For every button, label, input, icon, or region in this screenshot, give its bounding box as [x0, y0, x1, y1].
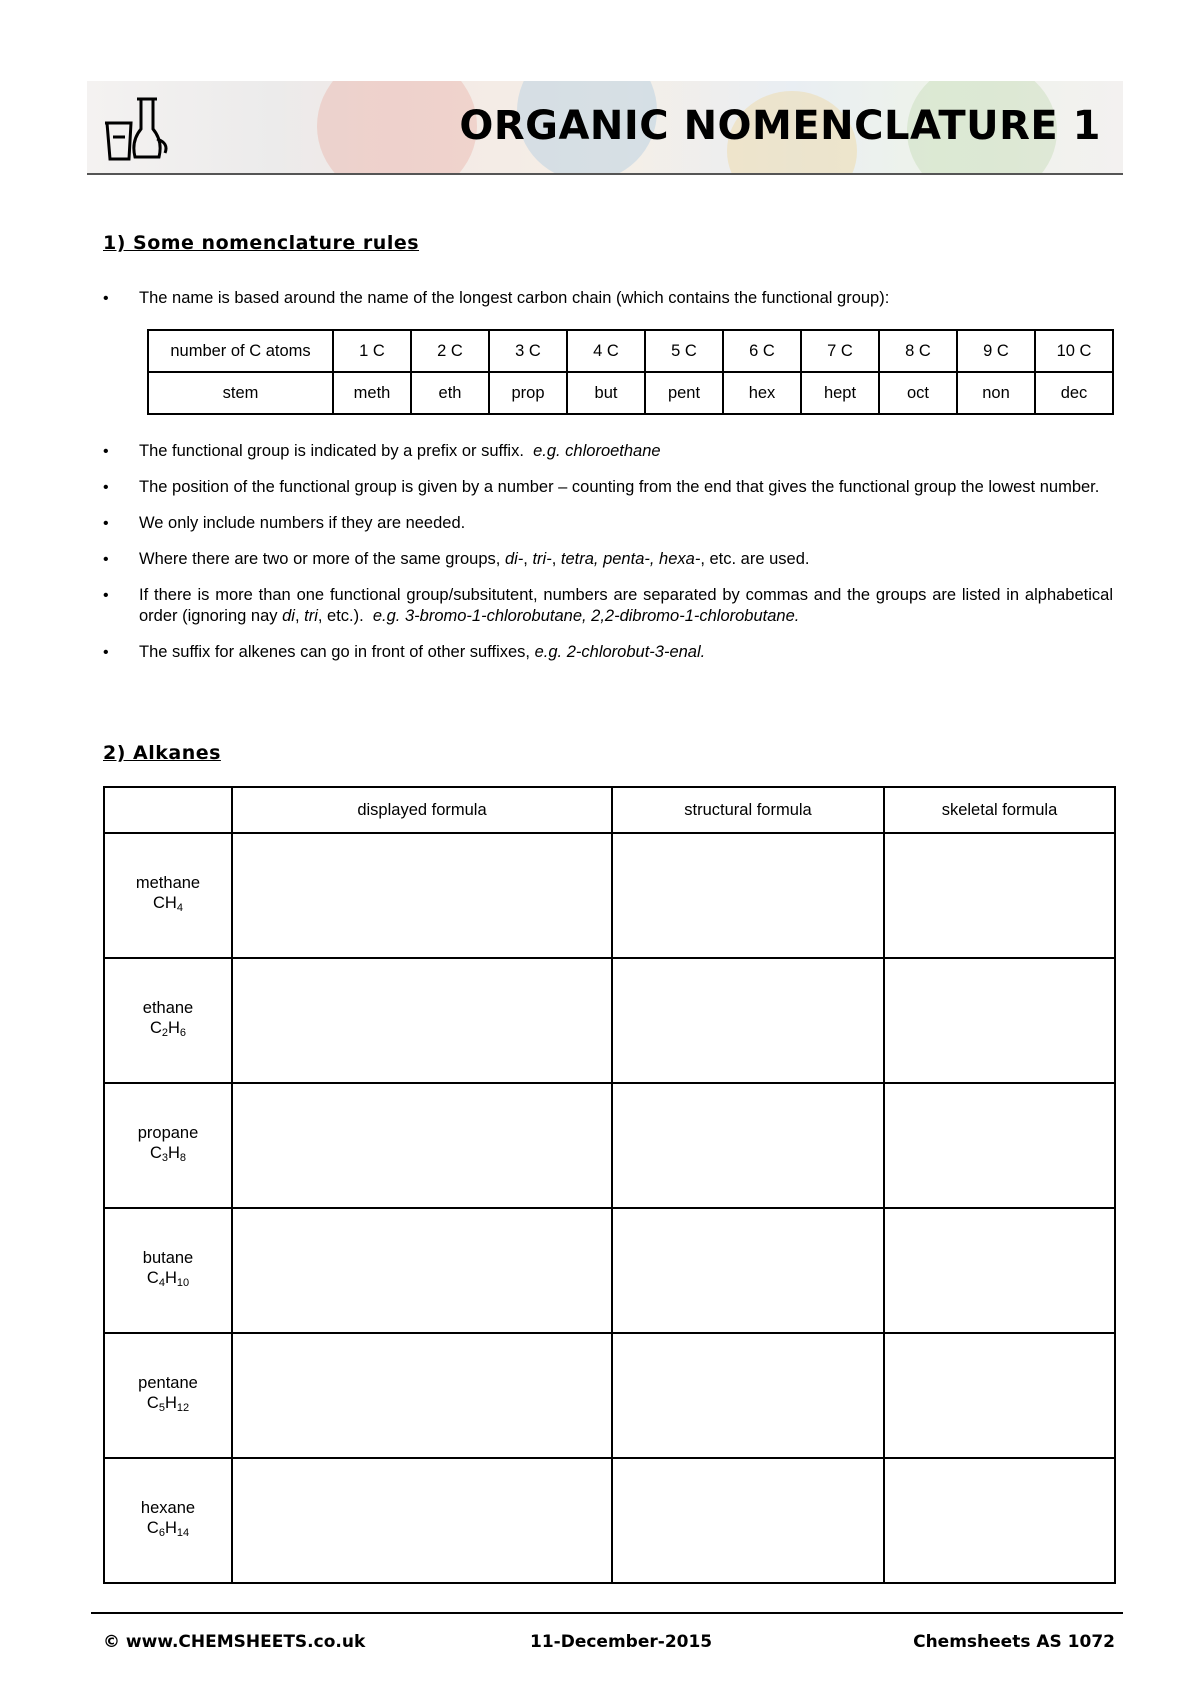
table-header-cell: structural formula: [612, 787, 884, 833]
bullet-text: Where there are two or more of the same groups,: [139, 550, 501, 568]
table-cell: 10 C: [1035, 330, 1113, 372]
answer-cell[interactable]: [612, 1208, 884, 1333]
prefix-text: di: [282, 607, 295, 625]
table-cell: non: [957, 372, 1035, 414]
bullet-text: , etc. are used.: [700, 550, 810, 568]
answer-cell[interactable]: [884, 958, 1115, 1083]
answer-cell[interactable]: [612, 1083, 884, 1208]
alkane-name: propane: [137, 1124, 199, 1142]
section-heading-rules: 1) Some nomenclature rules: [103, 232, 420, 254]
prefix-text: hexa-: [659, 550, 701, 568]
molecular-formula: $CH_4$: [153, 894, 183, 914]
answer-cell[interactable]: [232, 1333, 612, 1458]
bullet-text: We only include numbers if they are needed.: [139, 514, 466, 532]
table-cell: 9 C: [957, 330, 1035, 372]
alkane-name: ethane: [142, 999, 194, 1017]
list-item: [103, 513, 1113, 534]
answer-cell[interactable]: [232, 833, 612, 958]
intro-bullet: [103, 288, 1113, 309]
table-cell: 5 C: [645, 330, 723, 372]
table-cell: dec: [1035, 372, 1113, 414]
alkane-name: methane: [135, 874, 201, 892]
prefix-text: tri-: [532, 550, 552, 568]
molecular-formula: $C_5H_{12}$: [146, 1394, 190, 1414]
alkane-label-cell: [104, 958, 232, 1083]
table-row: [104, 1458, 1115, 1583]
table-cell: 8 C: [879, 330, 957, 372]
stem-table: [147, 329, 1114, 415]
table-row: [104, 958, 1115, 1083]
table-cell: 7 C: [801, 330, 879, 372]
answer-cell[interactable]: [884, 1458, 1115, 1583]
bullet-text: If there is more than one functional group/subsitutent, numbers are separated by commas and the groups are listed in alphabetical order (ignoring nay: [139, 586, 1113, 625]
molecular-formula: $C_3H_8$: [149, 1144, 187, 1164]
list-item: [103, 441, 1113, 462]
bullet-text: The suffix for alkenes can go in front of other suffixes,: [139, 643, 531, 661]
table-header-cell: number of C atoms: [148, 330, 333, 372]
alkane-name: pentane: [138, 1374, 198, 1392]
answer-cell[interactable]: [884, 1333, 1115, 1458]
table-cell: 3 C: [489, 330, 567, 372]
banner-decoration: [317, 81, 477, 175]
footer-divider: [91, 1612, 1123, 1614]
bullet-text: The functional group is indicated by a prefix or suffix.: [139, 442, 524, 460]
bullet-text: The name is based around the name of the longest carbon chain (which contains the functional group):: [139, 289, 890, 307]
answer-cell[interactable]: [884, 833, 1115, 958]
bullet-text: , etc.).: [317, 607, 364, 625]
beaker-logo-icon: [101, 93, 177, 165]
alkane-label-cell: [104, 833, 232, 958]
answer-cell[interactable]: [232, 1083, 612, 1208]
table-row: [104, 1333, 1115, 1458]
table-cell: but: [567, 372, 645, 414]
answer-cell[interactable]: [232, 1208, 612, 1333]
answer-cell[interactable]: [884, 1208, 1115, 1333]
prefix-text: di-: [504, 550, 524, 568]
table-cell: hept: [801, 372, 879, 414]
list-item: [103, 288, 1113, 309]
table-cell: oct: [879, 372, 957, 414]
list-item: • Where there are two or more of the same groups, di-, tri-, tetra, penta-, hexa-, etc. are used.: [103, 549, 1113, 570]
table-cell: pent: [645, 372, 723, 414]
table-header-cell: displayed formula: [232, 787, 612, 833]
footer-date: 11-December-2015: [530, 1632, 713, 1652]
table-cell: 6 C: [723, 330, 801, 372]
footer-sheet-id: Chemsheets AS 1072: [913, 1632, 1115, 1652]
molecular-formula: $C_4H_{10}$: [146, 1269, 190, 1289]
alkane-name: hexane: [140, 1499, 196, 1517]
alkane-name: butane: [142, 1249, 194, 1267]
table-cell: prop: [489, 372, 567, 414]
page-title: ORGANIC NOMENCLATURE 1: [459, 103, 1101, 149]
table-header-cell: skeletal formula: [884, 787, 1115, 833]
table-row: [148, 330, 1113, 372]
table-cell: 4 C: [567, 330, 645, 372]
table-row: [148, 372, 1113, 414]
table-cell: hex: [723, 372, 801, 414]
table-cell: 2 C: [411, 330, 489, 372]
example-text: e.g. 3-bromo-1-chlorobutane, 2,2-dibromo-1-chlorobutane.: [372, 607, 800, 625]
example-text: e.g. 2-chlorobut-3-enal.: [534, 643, 706, 661]
list-item: • If there is more than one functional group/subsitutent, numbers are separated by commas and the groups are listed in alphabetical order (ignoring nay di, tri, etc.). e.g. 3-bromo-1-chlorobutane, 2,2-dibromo-1-chlorobutane.: [103, 585, 1113, 627]
prefix-text: tri: [304, 607, 318, 625]
section-heading-alkanes: 2) Alkanes: [103, 742, 221, 764]
alkane-label-cell: [104, 1208, 232, 1333]
alkanes-table: [103, 786, 1116, 1584]
table-row: [104, 787, 1115, 833]
answer-cell[interactable]: [612, 1458, 884, 1583]
footer-copyright: © www.CHEMSHEETS.co.uk: [103, 1632, 366, 1652]
molecular-formula: $C_2H_6$: [149, 1019, 187, 1039]
prefix-text: penta-,: [603, 550, 655, 568]
table-row: [104, 1208, 1115, 1333]
answer-cell[interactable]: [612, 833, 884, 958]
answer-cell[interactable]: [612, 958, 884, 1083]
answer-cell[interactable]: [612, 1333, 884, 1458]
table-cell: meth: [333, 372, 411, 414]
example-text: e.g. chloroethane: [533, 442, 661, 460]
answer-cell[interactable]: [232, 958, 612, 1083]
table-header-cell: stem: [148, 372, 333, 414]
list-item: [103, 477, 1113, 498]
answer-cell[interactable]: [884, 1083, 1115, 1208]
table-cell: eth: [411, 372, 489, 414]
alkane-label-cell: [104, 1458, 232, 1583]
list-item: [103, 642, 1113, 663]
alkane-label-cell: [104, 1333, 232, 1458]
table-header-cell: [104, 787, 232, 833]
answer-cell[interactable]: [232, 1458, 612, 1583]
table-row: [104, 833, 1115, 958]
bullet-text: The position of the functional group is given by a number – counting from the end that gives the functional group the lowest number.: [139, 478, 1100, 496]
alkane-label-cell: [104, 1083, 232, 1208]
prefix-text: tetra,: [560, 550, 599, 568]
table-cell: 1 C: [333, 330, 411, 372]
rules-list: [103, 441, 1113, 663]
table-row: [104, 1083, 1115, 1208]
header-banner: [87, 81, 1123, 175]
molecular-formula: $C_6H_{14}$: [146, 1519, 190, 1539]
